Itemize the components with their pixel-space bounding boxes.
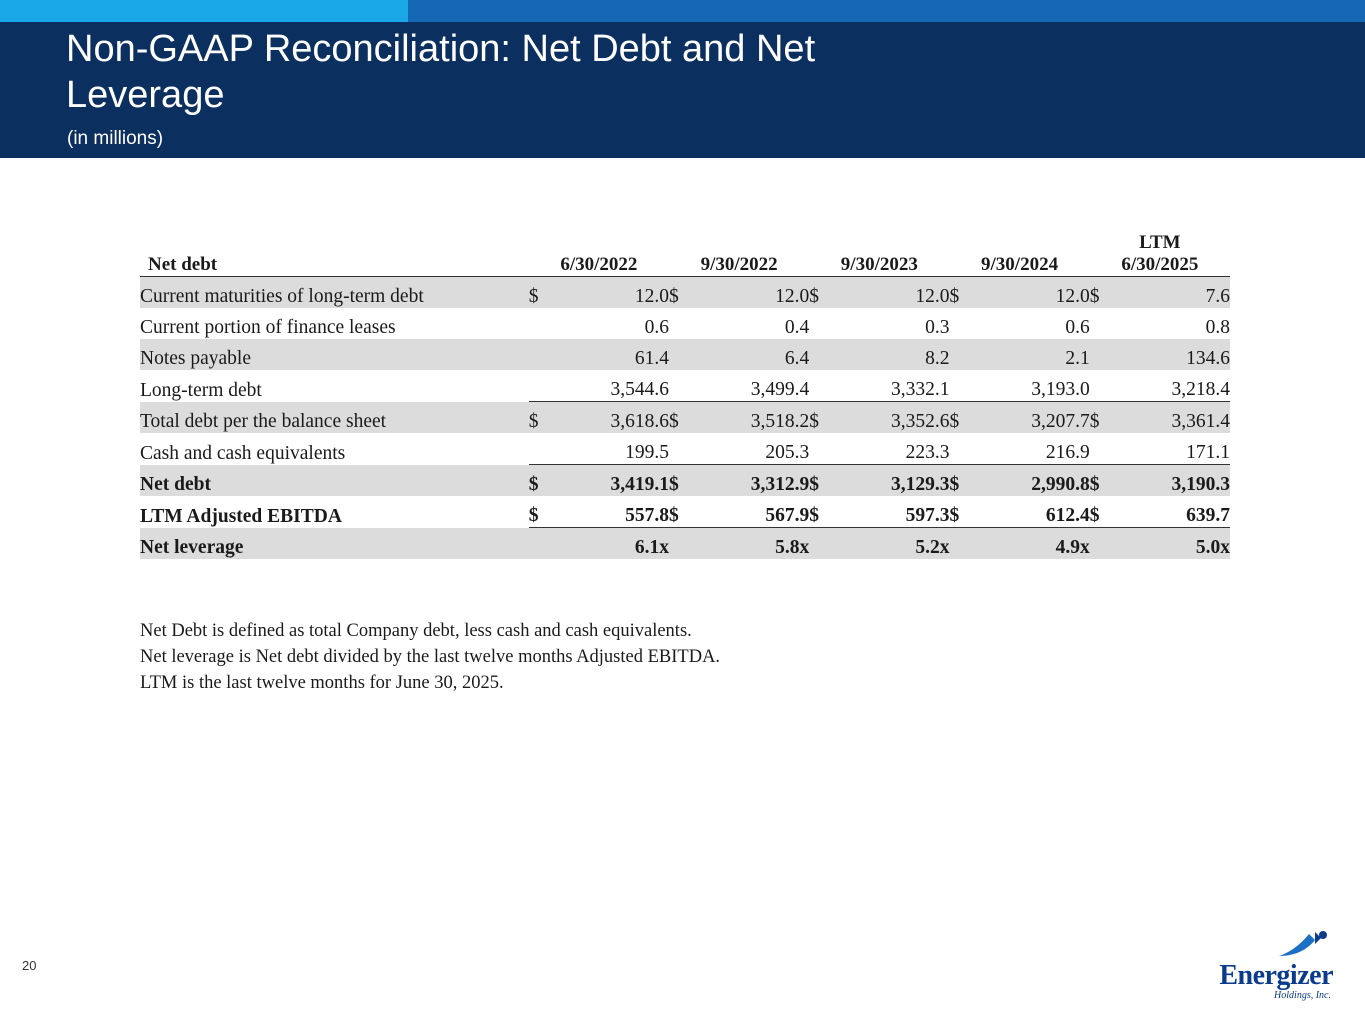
row-currency — [949, 370, 977, 402]
table-row — [140, 277, 1230, 309]
row-label: Net debt — [140, 465, 529, 497]
ltm-header-label: LTM — [1139, 232, 1181, 253]
row-value: 639.7 — [1186, 505, 1230, 526]
table-row — [140, 402, 1230, 434]
row-value: 3,193.0 — [1031, 379, 1090, 400]
row-value: 12.0 — [697, 277, 809, 309]
row-value: 0.3 — [925, 317, 950, 338]
row-value: 0.8 — [1205, 317, 1230, 338]
row-currency — [949, 339, 977, 370]
row-currency: $ — [669, 465, 697, 497]
row-currency: $ — [1090, 277, 1118, 309]
row-currency — [529, 308, 557, 339]
row-value: 12.0 — [557, 277, 669, 309]
row-currency — [949, 433, 977, 465]
row-value: 0.4 — [784, 317, 810, 338]
row-currency — [669, 339, 697, 370]
table-row — [140, 433, 1230, 465]
row-value: 61.4 — [557, 339, 669, 370]
row-currency — [949, 308, 977, 339]
row-value: 3,544.6 — [610, 379, 669, 400]
row-label: Long-term debt — [140, 379, 262, 401]
row-currency — [669, 528, 697, 560]
footnote-line: Net Debt is defined as total Company debt, less cash and cash equivalents. — [140, 621, 692, 641]
row-currency — [669, 433, 697, 465]
row-currency — [529, 370, 557, 402]
row-value: 3,332.1 — [890, 379, 950, 400]
row-currency: $ — [669, 277, 697, 309]
row-currency: $ — [949, 505, 960, 526]
row-value: 0.6 — [1065, 317, 1090, 338]
row-currency — [529, 528, 557, 560]
row-currency: $ — [809, 277, 837, 309]
row-value: 7.6 — [1117, 277, 1230, 309]
row-currency: $ — [1090, 402, 1118, 434]
row-value: 3,312.9 — [697, 465, 809, 497]
row-currency — [1090, 339, 1118, 370]
row-value: 612.4 — [1045, 505, 1090, 526]
row-label: Notes payable — [140, 339, 529, 370]
financial-table-wrapper — [140, 232, 1230, 559]
table-row — [140, 339, 1230, 370]
page-number: 20 — [22, 958, 37, 973]
ltm-spacer-2 — [669, 232, 809, 254]
row-value: 3,518.2 — [697, 402, 809, 434]
header-accent-right — [408, 0, 1365, 22]
row-currency — [809, 339, 837, 370]
table-ltm-row — [140, 232, 1230, 254]
page-subtitle: (in millions) — [67, 128, 164, 149]
row-label: Current maturities of long-term debt — [140, 277, 529, 309]
energizer-logo — [1187, 930, 1337, 1002]
row-label: Net leverage — [140, 528, 529, 560]
row-value: 223.3 — [905, 442, 950, 463]
row-label: Current portion of finance leases — [140, 317, 396, 338]
row-value: 3,218.4 — [1171, 379, 1230, 400]
footnotes — [140, 618, 720, 696]
row-currency — [809, 370, 837, 402]
table-row — [140, 465, 1230, 497]
table-row — [140, 496, 1230, 528]
row-value: 5.0x — [1117, 528, 1230, 560]
row-value: 3,207.7 — [977, 402, 1089, 434]
column-header-3: 9/30/2024 — [949, 254, 1089, 277]
row-currency: $ — [529, 465, 557, 497]
row-currency: $ — [949, 465, 977, 497]
row-value: 6.4 — [697, 339, 809, 370]
footnote-line: LTM is the last twelve months for June 30, 2025. — [140, 673, 504, 693]
row-value: 3,129.3 — [837, 465, 949, 497]
table-header-row — [140, 254, 1230, 277]
page-title: Non-GAAP Reconciliation: Net Debt and Net Leverage — [66, 28, 816, 116]
row-value: 557.8 — [625, 505, 669, 526]
row-value: 171.1 — [1186, 442, 1230, 463]
ltm-spacer-3 — [809, 232, 949, 254]
row-value: 3,419.1 — [557, 465, 669, 497]
header-accent-left — [0, 0, 408, 22]
row-currency — [949, 528, 977, 560]
row-currency: $ — [809, 402, 837, 434]
row-value: 3,352.6 — [837, 402, 949, 434]
row-currency — [669, 370, 697, 402]
row-value: 597.3 — [905, 505, 950, 526]
row-currency — [1090, 308, 1118, 339]
row-value: 3,499.4 — [750, 379, 810, 400]
row-currency — [529, 339, 557, 370]
row-currency — [1090, 528, 1118, 560]
energizer-bolt-icon — [1275, 930, 1329, 960]
row-currency: $ — [809, 505, 819, 526]
row-currency — [669, 308, 697, 339]
row-currency — [1090, 433, 1118, 465]
footnote-line: Net leverage is Net debt divided by the last twelve months Adjusted EBITDA. — [140, 647, 721, 667]
row-value: 567.9 — [765, 505, 810, 526]
logo-wordmark: Energizer — [1219, 960, 1333, 991]
row-value: 134.6 — [1117, 339, 1230, 370]
column-header-1: 9/30/2022 — [669, 254, 809, 277]
table-row — [140, 308, 1230, 339]
row-currency: $ — [1090, 465, 1118, 497]
row-currency: $ — [529, 277, 557, 309]
row-currency — [809, 433, 837, 465]
row-value: 199.5 — [625, 442, 669, 463]
column-header-0: 6/30/2022 — [529, 254, 669, 277]
row-value: 3,190.3 — [1117, 465, 1230, 497]
row-value: 12.0 — [977, 277, 1089, 309]
row-value: 12.0 — [837, 277, 949, 309]
column-header-4: 6/30/2025 — [1090, 254, 1230, 277]
logo-tagline: Holdings, Inc. — [1274, 990, 1331, 1001]
table-row — [140, 370, 1230, 402]
net-debt-table — [140, 232, 1230, 559]
row-currency: $ — [528, 505, 539, 526]
column-header-2: 9/30/2023 — [809, 254, 949, 277]
row-currency: $ — [949, 277, 977, 309]
row-value: 2.1 — [977, 339, 1089, 370]
row-value: 2,990.8 — [977, 465, 1089, 497]
row-currency: $ — [669, 402, 697, 434]
row-value: 5.2x — [837, 528, 949, 560]
row-currency: $ — [809, 465, 837, 497]
row-currency — [1090, 370, 1118, 402]
row-value: 5.8x — [697, 528, 809, 560]
row-currency: $ — [529, 402, 557, 434]
row-label: Total debt per the balance sheet — [140, 402, 529, 434]
row-label: LTM Adjusted EBITDA — [140, 505, 342, 527]
row-currency: $ — [949, 402, 977, 434]
ltm-spacer-4 — [949, 232, 1089, 254]
row-value: 0.6 — [644, 317, 669, 338]
ltm-spacer — [140, 232, 529, 254]
table-header-net-debt: Net debt — [140, 254, 529, 277]
row-currency — [529, 433, 557, 465]
row-currency: $ — [668, 505, 679, 526]
row-value: 3,618.6 — [557, 402, 669, 434]
row-currency — [809, 308, 837, 339]
row-value: 3,361.4 — [1117, 402, 1230, 434]
row-value: 6.1x — [557, 528, 669, 560]
row-value: 216.9 — [1045, 442, 1090, 463]
row-currency — [809, 528, 837, 560]
row-value: 205.3 — [765, 442, 810, 463]
slide-header — [0, 0, 1365, 158]
row-currency: $ — [1089, 505, 1100, 526]
table-row — [140, 528, 1230, 560]
ltm-spacer-1 — [529, 232, 669, 254]
row-value: 4.9x — [977, 528, 1089, 560]
row-label: Cash and cash equivalents — [140, 442, 346, 464]
row-value: 8.2 — [837, 339, 949, 370]
